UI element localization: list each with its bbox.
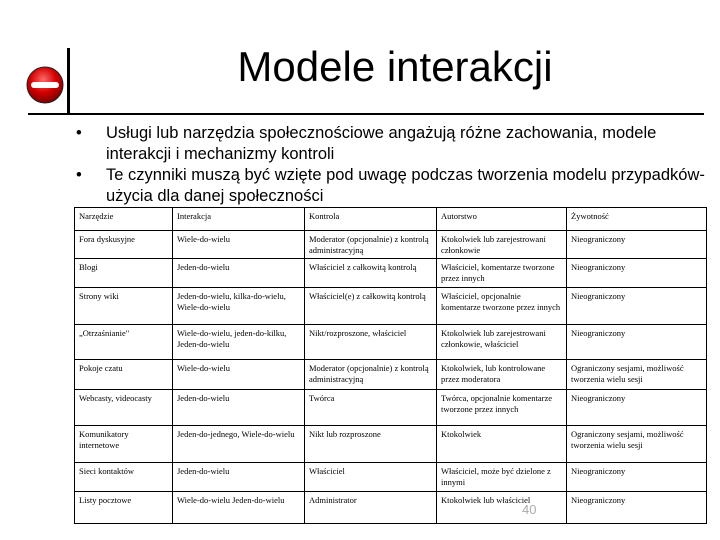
table-cell: Ktokolwiek lub właściciel — [437, 492, 567, 524]
table-cell: Ktokolwiek — [437, 426, 567, 463]
table-cell: Właściciel, opcjonalnie komentarze tworzone przez innych — [437, 288, 567, 325]
table-header-row — [75, 208, 707, 231]
table-row — [75, 360, 707, 390]
table-cell: Moderator (opcjonalnie) z kontrolą administracyjną — [305, 360, 437, 390]
table-cell: Ograniczony sesjami, możliwość tworzenia wielu sesji — [567, 360, 707, 390]
bullet-text: Te czynniki muszą być wzięte pod uwagę podczas tworzenia modelu przypadków-użycia dla danej społeczności — [106, 166, 705, 205]
table-cell: Jeden-do-wielu, kilka-do-wielu, Wiele-do-wielu — [173, 288, 305, 325]
column-header: Autorstwo — [437, 208, 567, 231]
table-cell: Właściciel(e) z całkowitą kontrolą — [305, 288, 437, 325]
column-header: Narzędzie — [75, 208, 173, 231]
table-cell: Nieograniczony — [567, 390, 707, 426]
slide-title: Modele interakcji — [237, 43, 553, 90]
table-cell: Wiele-do-wielu Jeden-do-wielu — [173, 492, 305, 524]
bullet-marker: • — [76, 124, 82, 142]
table-cell: Twórca — [305, 390, 437, 426]
table-cell: Wiele-do-wielu — [173, 231, 305, 259]
table-row — [75, 325, 707, 360]
table-cell: Sieci kontaktów — [75, 463, 173, 492]
table-cell: Nieograniczony — [567, 492, 707, 524]
table-cell: Nieograniczony — [567, 463, 707, 492]
table-cell: Nieograniczony — [567, 259, 707, 288]
table-cell: Ograniczony sesjami, możliwość tworzenia wielu sesji — [567, 426, 707, 463]
table-cell: Nieograniczony — [567, 288, 707, 325]
page-number: 40 — [522, 502, 537, 517]
header-horizontal-rule — [28, 113, 704, 115]
bullet-marker: • — [76, 166, 82, 184]
table-cell: Strony wiki — [75, 288, 173, 325]
table-row — [75, 492, 707, 524]
table-cell: Ktokolwiek lub zarejestrowani członkowie — [437, 231, 567, 259]
table-cell: Listy pocztowe — [75, 492, 173, 524]
column-header: Kontrola — [305, 208, 437, 231]
table-row — [75, 259, 707, 288]
table-cell: Komunikatory internetowe — [75, 426, 173, 463]
column-header: Żywotność — [567, 208, 707, 231]
table-cell: „Otrzaśnianie" — [75, 325, 173, 360]
bullet-list — [76, 123, 716, 207]
table-cell: Właściciel — [305, 463, 437, 492]
table-cell: Nieograniczony — [567, 325, 707, 360]
table-cell: Nieograniczony — [567, 231, 707, 259]
table-cell: Jeden-do-wielu — [173, 463, 305, 492]
bullet-item — [76, 165, 716, 207]
table-cell: Nikt/rozproszone, właściciel — [305, 325, 437, 360]
table-row — [75, 231, 707, 259]
bullet-item — [76, 123, 716, 165]
table-cell: Jeden-do-jednego, Wiele-do-wielu — [173, 426, 305, 463]
table-cell: Wiele-do-wielu — [173, 360, 305, 390]
table-cell: Jeden-do-wielu — [173, 259, 305, 288]
bullet-text: Usługi lub narzędzia społecznościowe angażują różne zachowania, modele interakcji i mechanizmy kontroli — [106, 124, 657, 163]
table-cell: Właściciel, może być dzielone z innymi — [437, 463, 567, 492]
table-cell: Nikt lub rozproszone — [305, 426, 437, 463]
table-row — [75, 288, 707, 325]
red-sphere-icon — [26, 66, 64, 104]
table-cell: Twórca, opcjonalnie komentarze tworzone przez innych — [437, 390, 567, 426]
table-cell: Blogi — [75, 259, 173, 288]
table-cell: Jeden-do-wielu — [173, 390, 305, 426]
table-cell: Fora dyskusyjne — [75, 231, 173, 259]
table-row — [75, 463, 707, 492]
table-cell: Administrator — [305, 492, 437, 524]
table-cell: Właściciel, komentarze tworzone przez innych — [437, 259, 567, 288]
table-cell: Webcasty, videocasty — [75, 390, 173, 426]
table-cell: Ktokolwiek, lub kontrolowane przez moderatora — [437, 360, 567, 390]
table-cell: Moderator (opcjonalnie) z kontrolą administracyjną — [305, 231, 437, 259]
column-header: Interakcja — [173, 208, 305, 231]
table-cell: Ktokolwiek lub zarejestrowani członkowie, właściciel — [437, 325, 567, 360]
table-row — [75, 426, 707, 463]
interaction-models-table — [74, 207, 707, 524]
table-cell: Wiele-do-wielu, jeden-do-kilku, Jeden-do-wielu — [173, 325, 305, 360]
table-cell: Pokoje czatu — [75, 360, 173, 390]
table-cell: Właściciel z całkowitą kontrolą — [305, 259, 437, 288]
table-row — [75, 390, 707, 426]
